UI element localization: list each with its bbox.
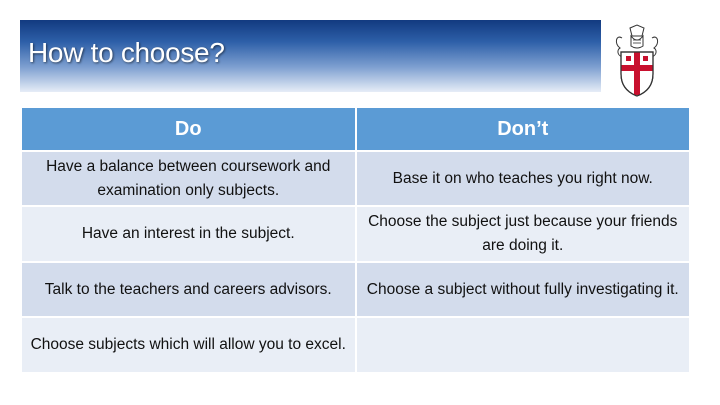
table-row [21, 151, 690, 206]
school-crest-icon [612, 24, 662, 98]
do-cell: Choose subjects which will allow you to excel. [21, 317, 356, 373]
table-row [21, 317, 690, 373]
dont-cell: Base it on who teaches you right now. [356, 151, 691, 206]
table-row [21, 206, 690, 262]
do-cell: Have a balance between coursework and examination only subjects. [21, 151, 356, 206]
do-cell: Talk to the teachers and careers advisors. [21, 262, 356, 317]
header-dont: Don’t [356, 107, 691, 151]
table-header-row [21, 107, 690, 151]
table-row [21, 262, 690, 317]
do-dont-table [20, 106, 691, 374]
do-cell: Have an interest in the subject. [21, 206, 356, 262]
dont-cell: Choose a subject without fully investigating it. [356, 262, 691, 317]
dont-cell [356, 317, 691, 373]
dont-cell: Choose the subject just because your friends are doing it. [356, 206, 691, 262]
header-do: Do [21, 107, 356, 151]
title-banner [20, 20, 601, 92]
slide-title: How to choose? [28, 37, 225, 68]
